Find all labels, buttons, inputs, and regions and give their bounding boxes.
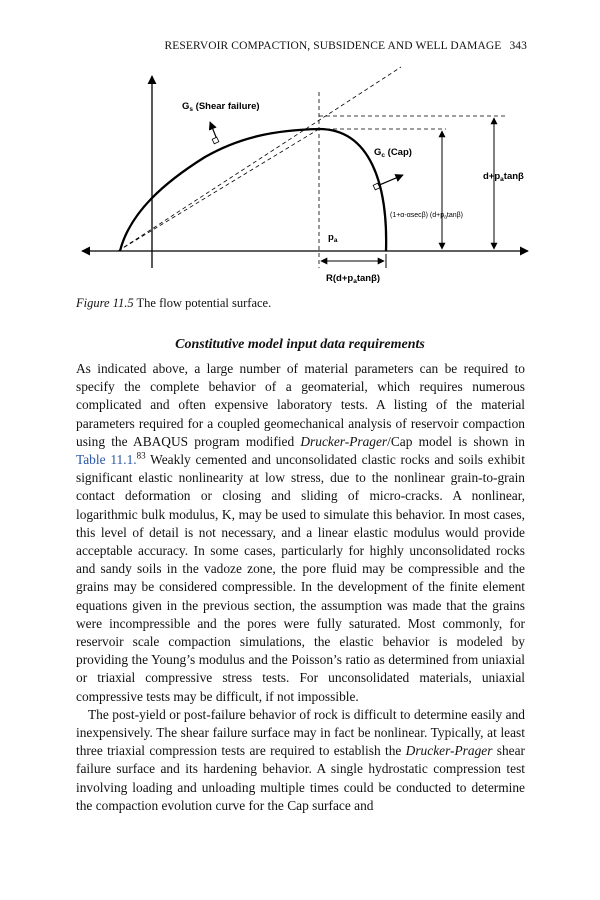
cap-dimension-label: (1+α-αsecβ) $(d+p_a\tan\beta)$ [390, 212, 464, 221]
flow-potential-figure [70, 62, 540, 302]
figure-caption [76, 296, 271, 311]
drucker-prager-term: Drucker-Prager [300, 433, 388, 449]
table-reference-link[interactable]: Table 11.1. [76, 452, 137, 468]
dashed-cap-center-line [118, 129, 319, 251]
footnote-ref[interactable]: 83 [136, 450, 146, 461]
dashed-projection-line [118, 67, 401, 251]
drucker-prager-term: Drucker-Prager [405, 743, 493, 759]
height-label: $d+p_a\tan\beta$ [483, 171, 524, 183]
cap-normal-arrow [377, 175, 403, 186]
gs-label: $G_s$ (Shear failure) [182, 101, 260, 113]
section-heading: Constitutive model input data requirements [175, 337, 425, 352]
pa-label: $p_a$ [328, 232, 338, 244]
caption-text: The flow potential surface. [133, 296, 272, 310]
r-label: $R(d+p_a\tan\beta)$ [326, 273, 381, 285]
caption-label: Figure 11.5 [76, 296, 134, 310]
shear-normal-marker [212, 137, 219, 144]
paragraph-2: The post-yield or post-failure behavior of rock is difficult to determine easily and inexpensively. The shear failure surface may in fact be nonlinear. Typically, at least three triaxial compression tests are required to establish the Drucker-Prager shear failure surface and its hardening behavior. A single hydrostatic compression test involving loading and unloading multiple times could be conducted to determine the compaction evolution curve for the Cap surface and [76, 706, 525, 813]
body-text [76, 360, 525, 815]
paragraph-1: As indicated above, a large number of material parameters can be required to specify the complete behavior of a geomaterial, which requires numerous complicated and often expensive laboratory tests. A listing of the material parameters required for a coupled geomechanical analysis of reservoir compaction using the ABAQUS program modified Drucker-Prager/Cap model is shown in Table 11.1.83 Weakly cemented and unconsolidated clastic rocks and soils exhibit significant elastic nonlinearity at low stress, due to the nonlinear grain-to-grain contact deformation or closing and sliding of micro-cracks. A nonlinear, logarithmic bulk modulus, K, may be used to simulate this behavior. In most cases, this level of detail is not necessary, and a linear elastic modulus would provide acceptable accuracy. In some cases, particularly for highly unconsolidated rocks and sandy soils in the vadoze zone, the pore fluid may be compressible and the grains may be considered compressible. In the development of the finite element equations given in the previous section, the assumption was made that the grains were incompressible and the pores were fully saturated. Most commonly, for reservoir scale compaction simulations, the elastic behavior is modeled by providing the Young’s modulus and the Poisson’s ratio as determined from uniaxial or triaxial compressive stress tests. For unconsolidated materials, uniaxial compressive tests may be difficult, if not impossible. [76, 361, 525, 704]
shear-failure-curve [120, 129, 319, 251]
running-head [0, 40, 527, 52]
gc-label: $G_c$ (Cap) [374, 147, 412, 159]
page-number: 343 [509, 40, 527, 52]
running-title: RESERVOIR COMPACTION, SUBSIDENCE AND WELL DAMAGE [164, 40, 502, 52]
